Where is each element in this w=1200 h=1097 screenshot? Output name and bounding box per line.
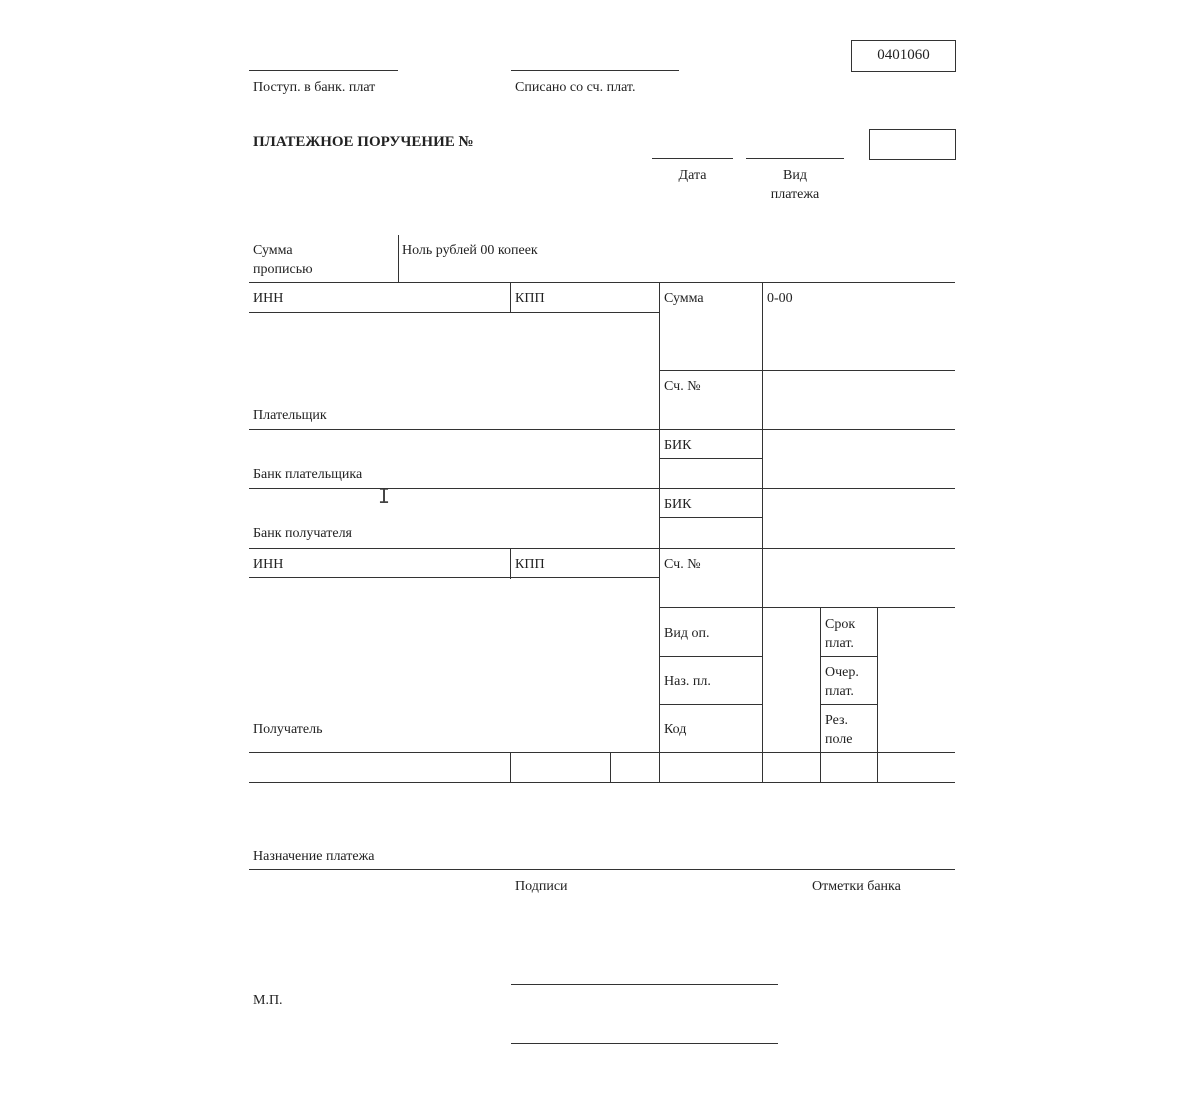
amount-words-value[interactable]: Ноль рублей 00 копеек bbox=[402, 243, 538, 258]
form-code: 0401060 bbox=[877, 47, 930, 63]
rule-656a bbox=[660, 656, 763, 657]
rule-549 bbox=[249, 548, 955, 549]
op-order-label: Очер. плат. bbox=[825, 665, 859, 699]
payer-inn-label: ИНН bbox=[253, 291, 284, 306]
recipient-inn-divider bbox=[510, 549, 511, 579]
rule-371 bbox=[660, 370, 955, 371]
op-code-label: Код bbox=[664, 722, 687, 737]
rule-705a bbox=[660, 704, 763, 705]
op-divider-2 bbox=[877, 608, 878, 783]
debited-date-line[interactable] bbox=[511, 70, 679, 71]
recipient-label: Получатель bbox=[253, 722, 323, 737]
signatures-label: Подписи bbox=[515, 879, 568, 894]
date-label: Дата bbox=[678, 168, 707, 183]
rule-656b bbox=[821, 656, 878, 657]
text-cursor-icon: I bbox=[378, 484, 391, 508]
stamp-label: М.П. bbox=[253, 993, 283, 1008]
recipient-bik-label: БИК bbox=[664, 497, 692, 512]
rule-705b bbox=[821, 704, 878, 705]
tax-divider-2 bbox=[610, 753, 611, 783]
status-code-box[interactable] bbox=[869, 129, 956, 160]
date-line[interactable] bbox=[652, 158, 733, 159]
rule-489 bbox=[249, 488, 955, 489]
tax-divider-1 bbox=[510, 753, 511, 783]
amount-words-divider bbox=[398, 235, 399, 283]
bank-marks-label: Отметки банка bbox=[812, 879, 901, 894]
rule-783 bbox=[249, 782, 955, 783]
amount-label: Сумма bbox=[664, 291, 704, 306]
rule-283 bbox=[249, 282, 955, 283]
main-divider-right bbox=[762, 283, 763, 783]
page-title: ПЛАТЕЖНОЕ ПОРУЧЕНИЕ № bbox=[253, 134, 474, 150]
rule-313 bbox=[249, 312, 660, 313]
op-term-label: Срок плат. bbox=[825, 617, 856, 651]
payment-type-line[interactable] bbox=[746, 158, 844, 159]
payer-bank-label: Банк плательщика bbox=[253, 467, 363, 482]
payer-kpp-label: КПП bbox=[515, 291, 545, 306]
main-divider-left bbox=[659, 283, 660, 783]
rule-608 bbox=[660, 607, 955, 608]
signature-line-2[interactable] bbox=[511, 1043, 778, 1044]
rule-578 bbox=[249, 577, 660, 578]
op-purpose-code-label: Наз. пл. bbox=[664, 674, 711, 689]
payer-label: Плательщик bbox=[253, 408, 327, 423]
rule-459 bbox=[660, 458, 763, 459]
op-type-label: Вид оп. bbox=[664, 626, 710, 641]
recipient-bank-label: Банк получателя bbox=[253, 526, 352, 541]
payer-bik-label: БИК bbox=[664, 438, 692, 453]
rule-753 bbox=[249, 752, 955, 753]
purpose-label: Назначение платежа bbox=[253, 849, 375, 864]
rule-870 bbox=[249, 869, 955, 870]
received-date-line[interactable] bbox=[249, 70, 398, 71]
payer-account-label: Сч. № bbox=[664, 379, 701, 394]
recipient-inn-label: ИНН bbox=[253, 557, 284, 572]
op-divider-1 bbox=[820, 608, 821, 783]
rule-430 bbox=[249, 429, 955, 430]
recipient-kpp-label: КПП bbox=[515, 557, 545, 572]
received-label: Поступ. в банк. плат bbox=[253, 80, 376, 95]
op-reserve-label: Рез. поле bbox=[825, 713, 853, 747]
recipient-account-label: Сч. № bbox=[664, 557, 701, 572]
payer-inn-divider bbox=[510, 283, 511, 313]
payment-type-label: Вид платежа bbox=[770, 168, 820, 202]
amount-words-label: Сумма прописью bbox=[253, 243, 313, 277]
signature-line-1[interactable] bbox=[511, 984, 778, 985]
debited-label: Списано со сч. плат. bbox=[515, 80, 636, 95]
amount-value[interactable]: 0-00 bbox=[767, 291, 793, 306]
rule-518 bbox=[660, 517, 763, 518]
